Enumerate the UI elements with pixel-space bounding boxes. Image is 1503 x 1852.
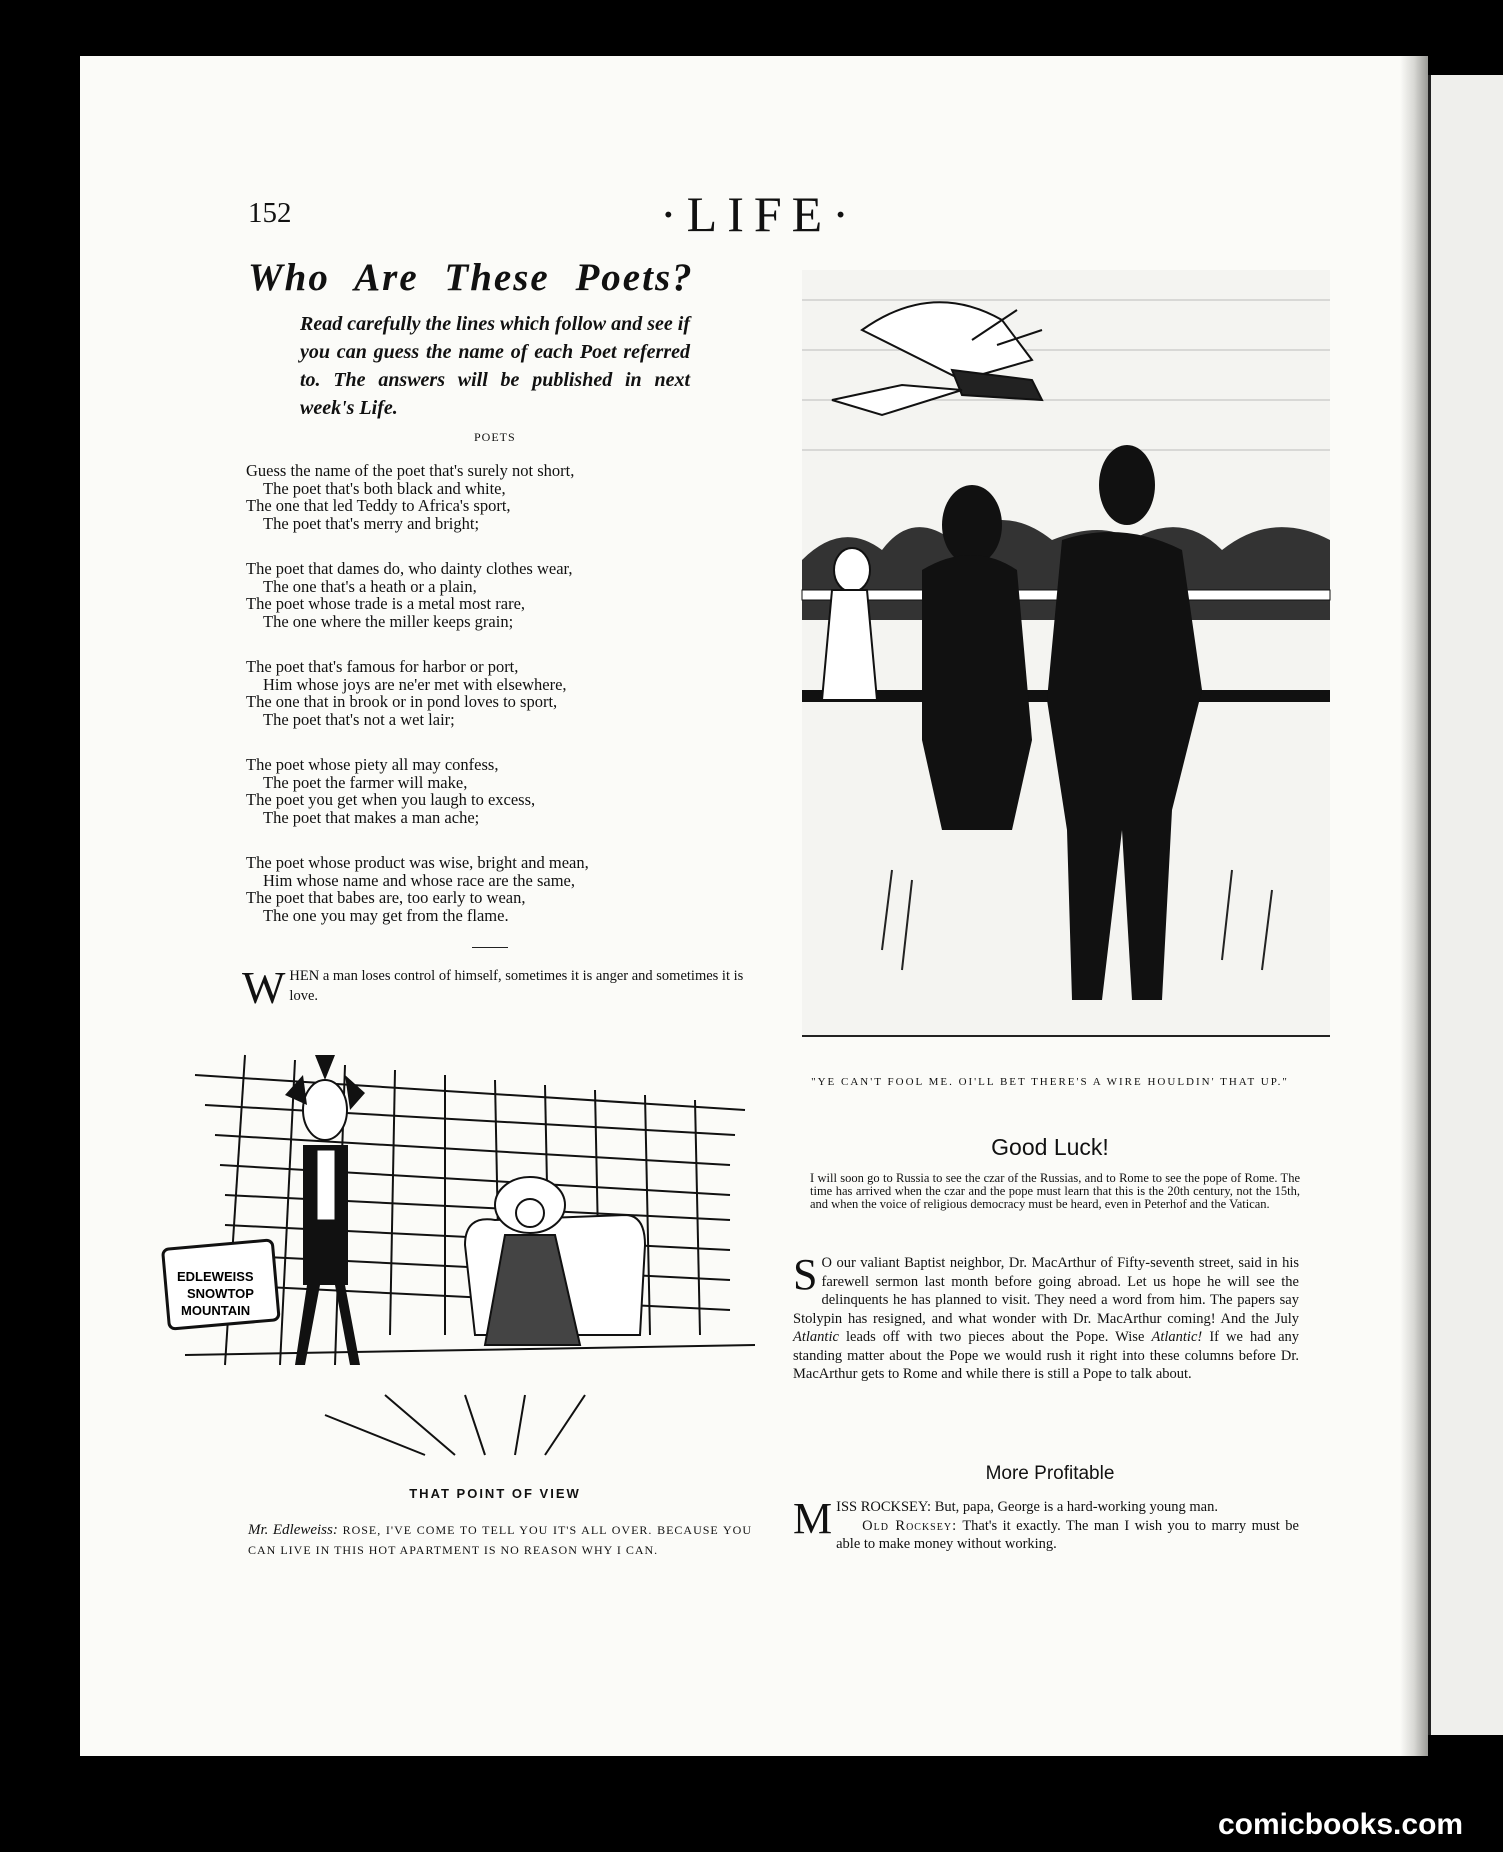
poem-line: The one where the miller keeps grain; (263, 611, 514, 631)
poem-line: The one you may get from the flame. (263, 905, 509, 925)
more-profitable-heading: More Profitable (985, 1463, 1115, 1484)
when-paragraph (242, 962, 750, 1013)
good-luck-quote: I will soon go to Russia to see the czar of the Russias, and to Rome to see the pope of Rome. The time has arrived when the czar and the pope must learn that this is the 20th century, not the 15th, and when the voice of religious democracy must be heard, even in Peterhof and the Vatican. (810, 1171, 1300, 1211)
cartoon-caption-title: THAT POINT OF VIEW (409, 1486, 581, 1501)
dialog-speaker: Old Rocksey: (862, 1517, 958, 1534)
drop-cap: S (793, 1250, 818, 1299)
poem-line: The poet whose piety all may confess, (246, 755, 499, 774)
poem-line: The poet that makes a man ache; (263, 807, 480, 827)
page-binding-shadow (1400, 56, 1428, 1756)
good-luck-heading: Good Luck! (991, 1134, 1109, 1160)
good-luck-body-b: leads off with two pieces about the Pope. Wise (838, 1329, 1152, 1345)
dialog-speaker: ISS ROCKSEY: (836, 1499, 932, 1515)
when-text: HEN a man loses control of himself, sometimes it is anger and sometimes it is love. (289, 968, 744, 1004)
good-luck-body-c: If we had any standing matter about the Pope we would rush it right into these columns before Dr. MacArthur gets to Rome and while there is still a Pope to talk about. (793, 1329, 1300, 1382)
poem-line: The poet whose product was wise, bright and mean, (246, 853, 589, 872)
poem-line: The poet that's famous for harbor or port, (246, 657, 519, 676)
poem-line: The one that's a heath or a plain, (263, 576, 477, 596)
dialog-text: That's it exactly. The man I wish you to marry must be able to make money without working. (836, 1517, 1299, 1552)
poem-line: The poet you get when you laugh to excess, (246, 790, 536, 809)
poem-line: The poet the farmer will make, (263, 772, 468, 792)
masthead: ·LIFE· (660, 186, 859, 242)
article-title: Who Are These Poets? (248, 256, 694, 299)
drop-cap: W (242, 962, 286, 1013)
atlantic-mention: Atlantic (793, 1329, 839, 1345)
stanza (246, 658, 746, 728)
stanza (246, 756, 746, 826)
cartoon-airship-illustration (802, 270, 1330, 1036)
site-watermark: comicbooks.com (1218, 1808, 1464, 1841)
woman-on-sofa (465, 1177, 645, 1345)
poem-line: Guess the name of the poet that's surely not short, (246, 461, 575, 480)
drop-cap: M (793, 1494, 833, 1543)
poem-line: The poet whose trade is a metal most rare, (246, 594, 526, 613)
man-figure (285, 1055, 365, 1365)
article-intro: Read carefully the lines which follow and see if you can guess the name of each Poet referred to. The answers will be published in next week's Life. (300, 313, 690, 419)
caption-text: ROSE, I'VE COME TO TELL YOU IT'S ALL OVER. BECAUSE YOU CAN LIVE IN THIS HOT APARTMENT IS NO REASON WHY I CAN. (248, 1523, 753, 1557)
suitcase-label-2: SNOWTOP (187, 1286, 254, 1301)
facing-page-edge (1428, 75, 1503, 1735)
poem-line: The poet that's both black and white, (263, 478, 506, 498)
poem-line: The poet that's merry and bright; (263, 513, 480, 533)
dialog-text: But, papa, George is a hard-working young man. (931, 1499, 1218, 1515)
suitcase-label-3: MOUNTAIN (181, 1303, 251, 1318)
caption-speaker: Mr. Edleweiss: (248, 1522, 338, 1538)
poems-heading: POETS (474, 430, 516, 444)
poem-line: The one that led Teddy to Africa's sport, (246, 496, 511, 515)
suitcase-label-1: EDLEWEISS (177, 1269, 254, 1284)
poem-line: Him whose name and whose race are the same, (263, 870, 576, 890)
stanza (246, 854, 746, 924)
more-profitable-body (793, 1494, 1299, 1554)
poem-line: The poet that's not a wet lair; (263, 709, 455, 729)
poem-line: The poet that babes are, too early to wean, (246, 888, 526, 907)
good-luck-body (793, 1250, 1300, 1384)
poem-line: The poet that dames do, who dainty clothes wear, (246, 559, 573, 578)
stanza (246, 560, 746, 630)
poem-line: The one that in brook or in pond loves to sport, (246, 692, 558, 711)
cartoon-edleweiss-illustration (177, 1035, 755, 1475)
poem-line: Him whose joys are ne'er met with elsewhere, (263, 674, 567, 694)
atlantic-mention: Atlantic! (1151, 1329, 1203, 1345)
airship-caption: "YE CAN'T FOOL ME. OI'LL BET THERE'S A WIRE HOULDIN' THAT UP." (811, 1076, 1289, 1088)
cartoon-caption (248, 1520, 752, 1560)
section-divider (472, 947, 508, 948)
good-luck-body-a: O our valiant Baptist neighbor, Dr. MacArthur of Fifty-seventh street, said in his farewell sermon last month before going abroad. Let us hope he will see the delinquents he has planned to visit. They need a word from him. The papers say Stolypin has resigned, and what wonder with Dr. MacArthur coming! And the July (793, 1255, 1299, 1327)
page-number: 152 (248, 197, 292, 229)
stanza (246, 462, 746, 532)
